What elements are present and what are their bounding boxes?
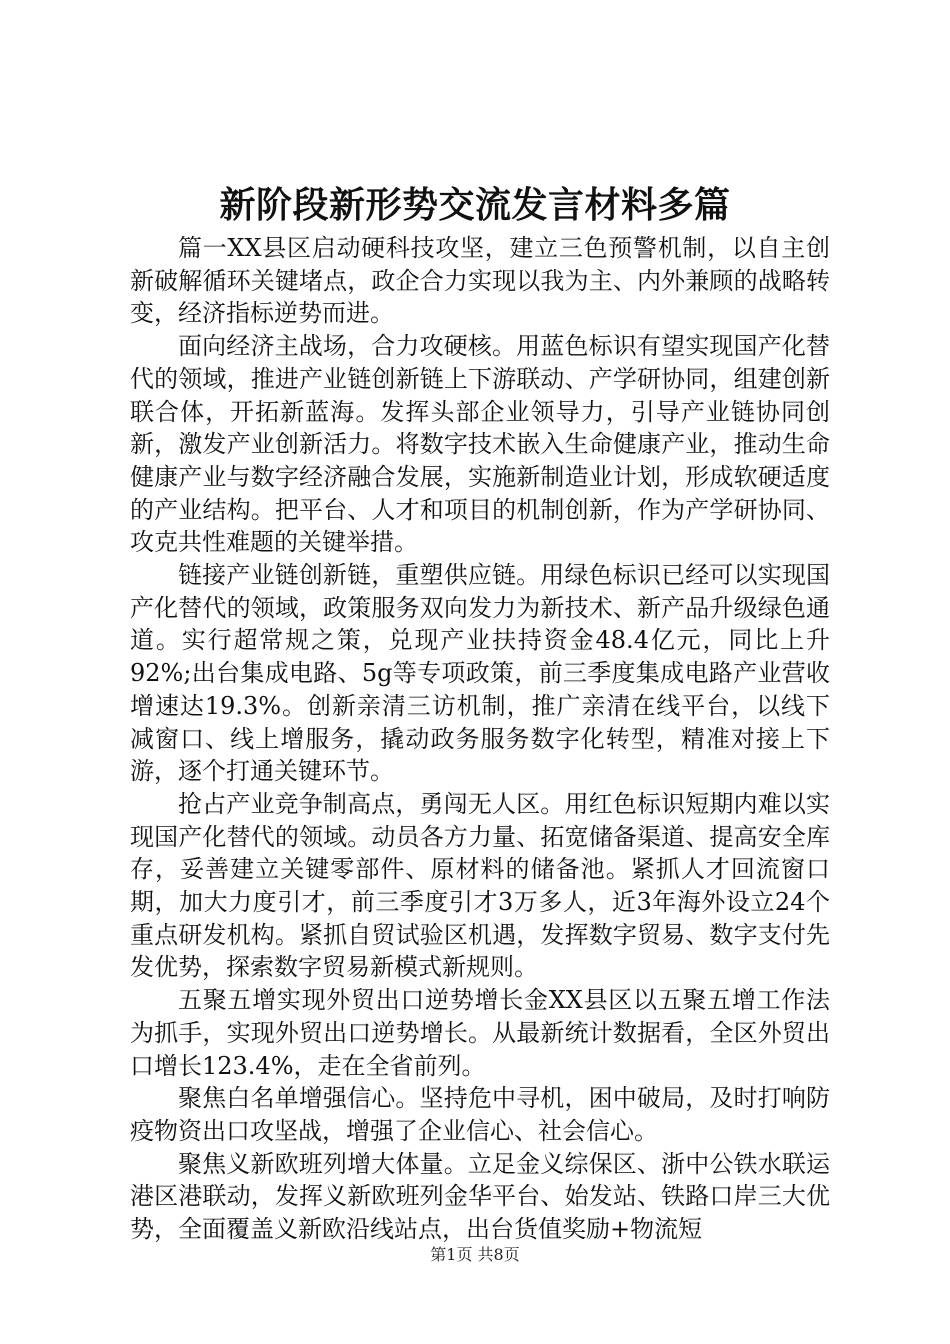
paragraph: 聚焦义新欧班列增大体量。立足金义综保区、浙中公铁水联运港区港联动，发挥义新欧班列金华平台、始发站、铁路口岸三大优势，全面覆盖义新欧沿线站点，出台货值奖励+物流短 — [130, 1149, 830, 1244]
paragraph: 五聚五增实现外贸出口逆势增长金XX县区以五聚五增工作法为抓手，实现外贸出口逆势增长。从最新统计数据看，全区外贸出口增长123.4%，走在全省前列。 — [130, 986, 830, 1080]
paragraph: 面向经济主战场，合力攻硬核。用蓝色标识有望实现国产化替代的领域，推进产业链创新链上下游联动、产学研协同，组建创新联合体，开拓新蓝海。发挥头部企业领导力，引导产业链协同创新，激发产业创新活力。将数字技术嵌入生命健康产业，推动生命健康产业与数字经济融合发展，实施新制造业计划，形成软硬适度的产业结构。把平台、人才和项目的机制创新，作为产学研协同、攻克共性难题的关键举措。 — [130, 332, 830, 557]
paragraph: 链接产业链创新链，重塑供应链。用绿色标识已经可以实现国产化替代的领域，政策服务双向发力为新技术、新产品升级绿色通道。实行超常规之策，兑现产业扶持资金48.4亿元，同比上升92%;出台集成电路、5g等专项政策，前三季度集成电路产业营收增速达19.3%。创新亲清三访机制，推广亲清在线平台，以线下减窗口、线上增服务，撬动政务服务数字化转型，精准对接上下游，逐个打通关键环节。 — [130, 561, 830, 786]
paragraph: 抢占产业竞争制高点，勇闯无人区。用红色标识短期内难以实现国产化替代的领域。动员各方力量、拓宽储备渠道、提高安全库存，妥善建立关键零部件、原材料的储备池。紧抓人才回流窗口期，加大力度引才，前三季度引才3万多人，近3年海外设立24个重点研发机构。紧抓自贸试验区机遇，发挥数字贸易、数字支付先发优势，探索数字贸易新模式新规则。 — [130, 789, 830, 982]
paragraph: 篇一XX县区启动硬科技攻坚，建立三色预警机制，以自主创新破解循环关键堵点，政企合力实现以我为主、内外兼顾的战略转变，经济指标逆势而进。 — [130, 234, 830, 328]
document-body — [130, 232, 830, 1246]
document-title: 新阶段新形势交流发言材料多篇 — [219, 184, 731, 226]
page-number-footer: 第1页 共8页 — [430, 1245, 520, 1264]
paragraph: 聚焦白名单增强信心。坚持危中寻机，困中破局，及时打响防疫物资出口攻坚战，增强了企业信心、社会信心。 — [130, 1084, 830, 1145]
